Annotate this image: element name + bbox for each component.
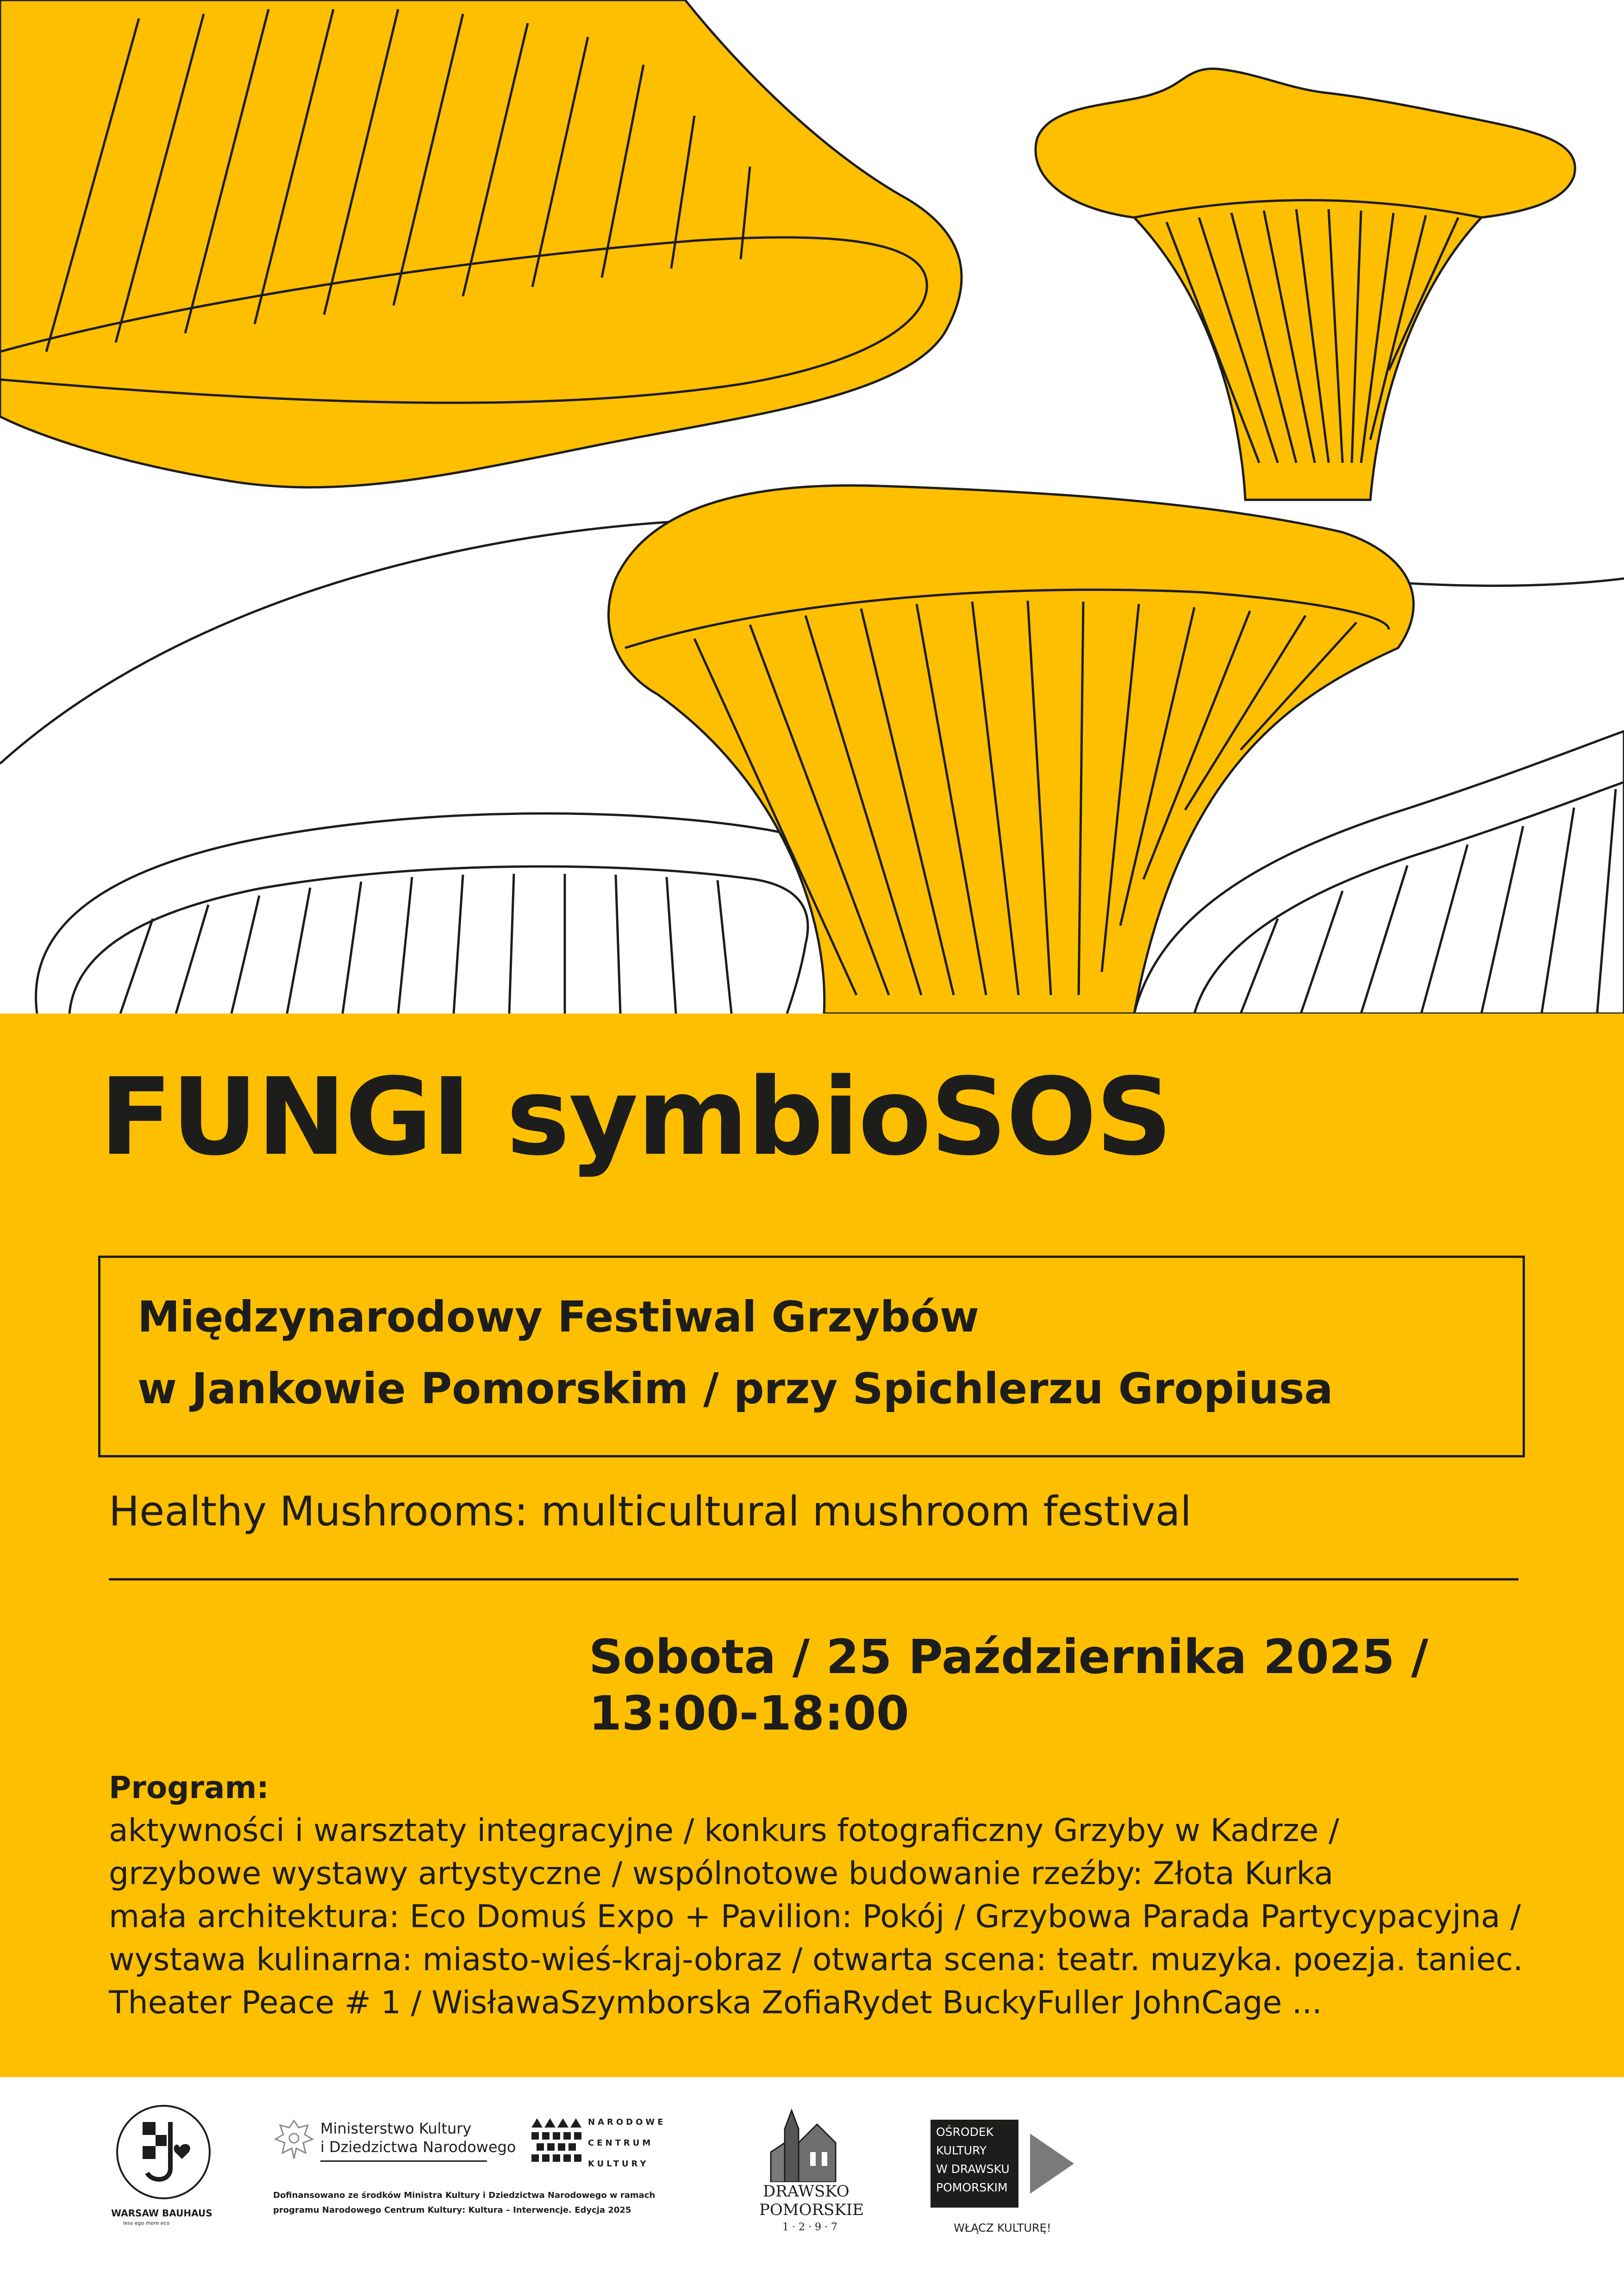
okdp-label-line-3: W DRAWSKU <box>936 2162 1010 2176</box>
drawsko-year: 1 · 2 · 9 · 7 <box>782 2221 837 2233</box>
okdp-label-line-4: POMORSKIM <box>936 2181 1008 2194</box>
subtitle-box <box>98 1256 1525 1457</box>
subtitle-line-polish-2: w Jankowie Pomorskim / przy Spichlerzu Gropiusa <box>137 1364 1333 1413</box>
program-line: wystawa kulinarna: miasto-wieś-kraj-obraz / otwarta scena: teatr. muzyka. poezja. taniec. <box>109 1941 1523 1978</box>
ministry-underline <box>320 2160 487 2162</box>
mushroom-illustration <box>0 0 1624 1014</box>
drawsko-label-line-1: DRAWSKO <box>763 2182 849 2201</box>
polish-eagle-emblem <box>273 2116 315 2162</box>
divider-line <box>109 1578 1518 1580</box>
drawsko-label-line-2: POMORSKIE <box>759 2201 864 2219</box>
ministry-name-line-2: i Dziedzictwa Narodowego <box>320 2138 516 2156</box>
warsaw-bauhaus-label: WARSAW BAUHAUS <box>111 2208 212 2219</box>
play-arrow-icon <box>1030 2134 1074 2194</box>
event-date: Sobota / 25 Października 2025 / <box>589 1630 1429 1685</box>
ministry-name-line-1: Ministerstwo Kultury <box>320 2120 472 2137</box>
nck-crown-logo <box>531 2118 581 2165</box>
warsaw-bauhaus-tagline: less ego more eco <box>123 2220 170 2226</box>
program-line: mała architektura: Eco Domuś Expo + Pavilion: Pokój / Grzybowa Parada Partycypacyjna / <box>109 1898 1521 1935</box>
funding-note-line-1: Dofinansowano ze środków Ministra Kultury i Dziedzictwa Narodowego w ramach <box>273 2190 656 2200</box>
festival-title: FUNGI symbioSOS <box>100 1056 1172 1179</box>
okdp-slogan: WŁĄCZ KULTURĘ! <box>954 2221 1051 2234</box>
subtitle-line-polish-1: Międzynarodowy Festiwal Grzybów <box>137 1292 979 1342</box>
funding-note-line-2: programu Narodowego Centrum Kultury: Kultura – Interwencje. Edycja 2025 <box>273 2205 631 2215</box>
okdp-label-line-2: KULTURY <box>936 2144 987 2157</box>
okdp-label-line-1: OŚRODEK <box>936 2125 994 2139</box>
small-chanterelle-top-right <box>1036 68 1575 500</box>
program-line: grzybowe wystawy artystyczne / wspólnotowe budowanie rzeźby: Złota Kurka <box>109 1855 1334 1892</box>
nck-label-line-3: KULTURY <box>588 2159 649 2169</box>
nck-label-line-2: CENTRUM <box>588 2138 654 2148</box>
warsaw-bauhaus-logo <box>115 2103 212 2201</box>
large-chanterelle-top-left <box>0 0 962 487</box>
english-subtitle: Healthy Mushrooms: multicultural mushroom festival <box>109 1487 1192 1535</box>
program-line: aktywności i warsztaty integracyjne / konkurs fotograficzny Grzyby w Kadrze / <box>109 1812 1339 1849</box>
nck-label-line-1: NARODOWE <box>588 2117 666 2127</box>
drawsko-church-logo <box>766 2101 843 2182</box>
event-time: 13:00-18:00 <box>589 1686 909 1741</box>
program-line: Theater Peace # 1 / WisławaSzymborska ZofiaRydet BuckyFuller JohnCage ... <box>109 1985 1322 2021</box>
outline-mushroom-cap-left <box>36 814 858 1014</box>
program-heading: Program: <box>109 1770 269 1805</box>
